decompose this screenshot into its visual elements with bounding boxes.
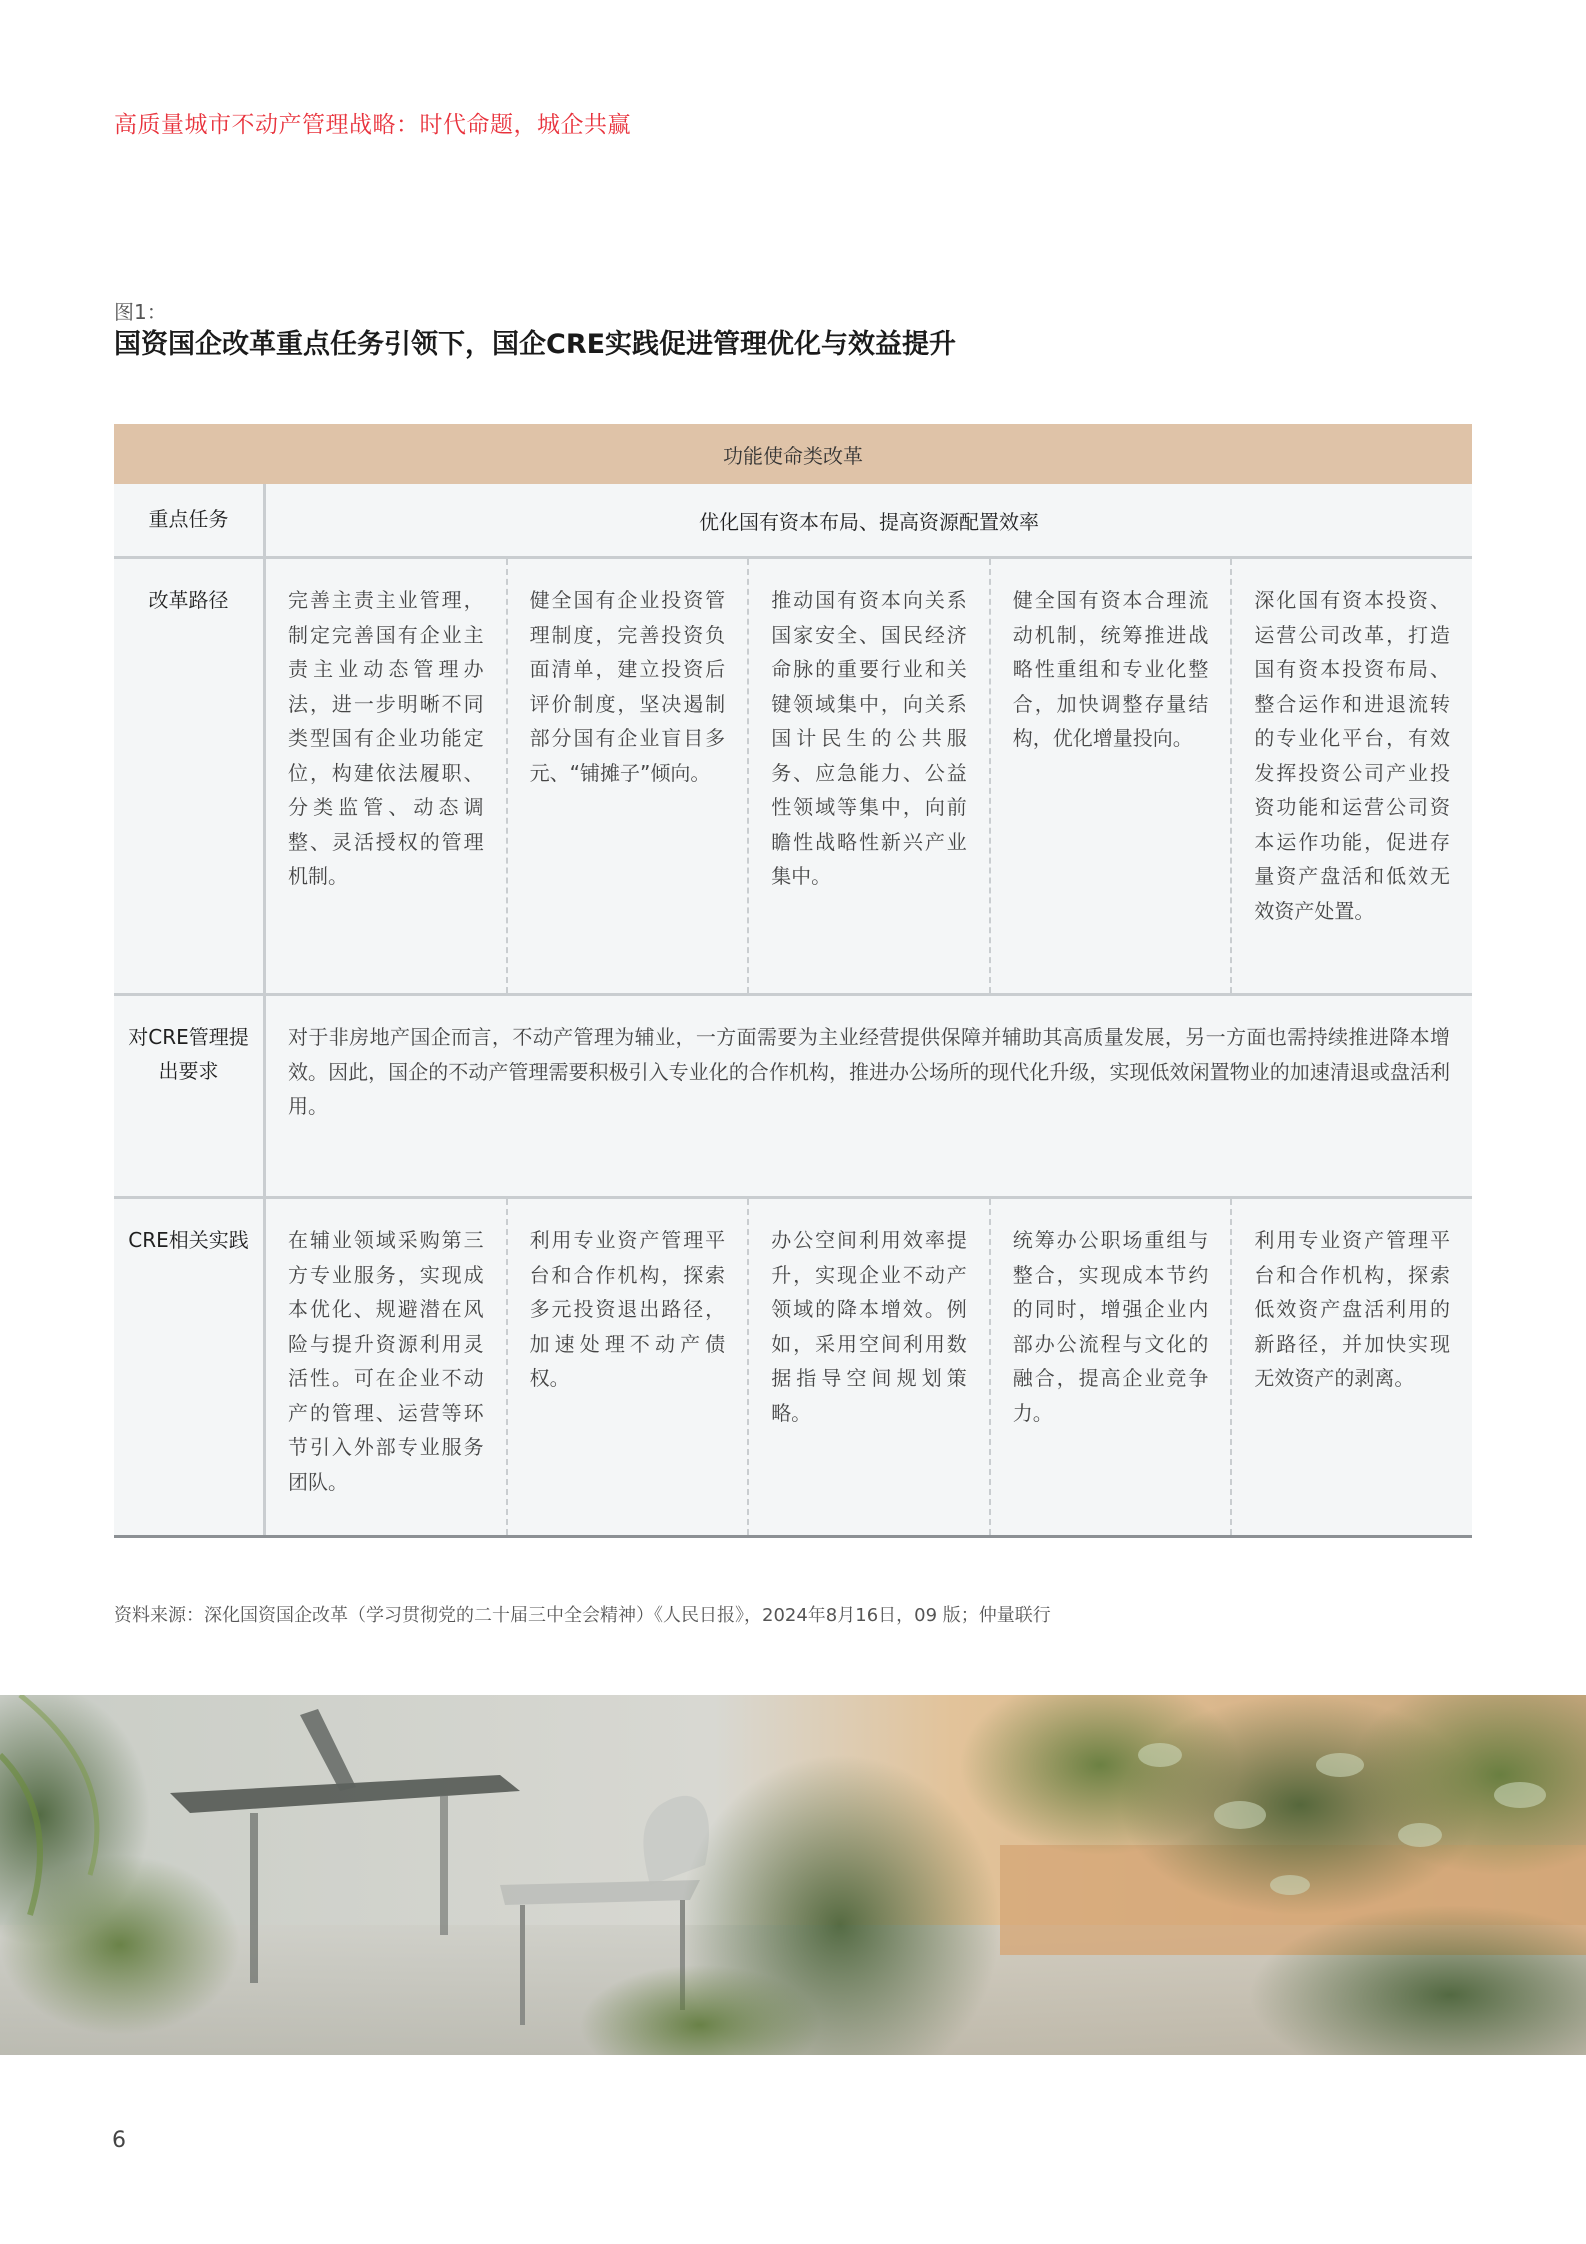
row-label-task: 重点任务 [114,484,266,556]
practice-cell: 办公空间利用效率提升，实现企业不动产领域的降本增效。例如，采用空间利用数据指导空间规划策略。 [749,1199,991,1535]
source-note: 资料来源：深化国资国企改革（学习贯彻党的二十届三中全会精神）《人民日报》，2024年8月16日，09 版；仲量联行 [114,1605,1051,1626]
practice-cell: 统筹办公职场重组与整合，实现成本节约的同时，增强企业内部办公流程与文化的融合，提高企业竞争力。 [991,1199,1233,1535]
path-cell: 完善主责主业管理，制定完善国有企业主责主业动态管理办法，进一步明晰不同类型国有企业功能定位，构建依法履职、分类监管、动态调整、灵活授权的管理机制。 [266,559,508,993]
path-cell: 健全国有资本合理流动机制，统筹推进战略性重组和专业化整合，加快调整存量结构，优化增量投向。 [991,559,1233,993]
table-row-requirement [114,993,1472,1196]
table-row-path [114,556,1472,993]
reform-table [114,424,1472,1538]
table-band-header: 功能使命类改革 [114,424,1472,484]
running-header: 高质量城市不动产管理战略：时代命题，城企共赢 [114,112,631,138]
task-value: 优化国有资本布局、提高资源配置效率 [699,509,1039,534]
practice-cell: 在辅业领域采购第三方专业服务，实现成本优化、规避潜在风险与提升资源利用灵活性。可在企业不动产的管理、运营等环节引入外部专业服务团队。 [266,1199,508,1535]
table-row-practice [114,1196,1472,1535]
path-cell: 深化国有资本投资、运营公司改革，打造国有资本投资布局、整合运作和进退流转的专业化平台，有效发挥投资公司产业投资功能和运营公司资本运作功能，促进存量资产盘活和低效无效资产处置。 [1254,588,1450,923]
table-row-task [114,484,1472,556]
practice-cell: 利用专业资产管理平台和合作机构，探索低效资产盘活利用的新路径，并加快实现无效资产的剥离。 [1254,1228,1450,1390]
path-cell: 健全国有企业投资管理制度，完善投资负面清单，建立投资后评价制度，坚决遏制部分国有企业盲目多元、“铺摊子”倾向。 [508,559,750,993]
row-label-practice: CRE相关实践 [114,1199,266,1535]
figure-label: 图1： [114,300,167,324]
requirement-text: 对于非房地产国企而言，不动产管理为辅业，一方面需要为主业经营提供保障并辅助其高质量发展，另一方面也需持续推进降本增效。因此，国企的不动产管理需要积极引入专业化的合作机构，推进办公场所的现代化升级，实现低效闲置物业的加速清退或盘活利用。 [288,1025,1450,1118]
page-number: 6 [112,2128,126,2153]
row-label-requirement: 对CRE管理提出要求 [114,996,266,1196]
practice-cell: 利用专业资产管理平台和合作机构，探索多元投资退出路径，加速处理不动产债权。 [508,1199,750,1535]
path-cell: 推动国有资本向关系国家安全、国民经济命脉的重要行业和关键领域集中，向关系国计民生的公共服务、应急能力、公益性领域等集中，向前瞻性战略性新兴产业集中。 [749,559,991,993]
row-label-path: 改革路径 [114,559,266,993]
office-plants-photo [0,1695,1586,2055]
figure-title: 国资国企改革重点任务引领下，国企CRE实践促进管理优化与效益提升 [114,329,957,360]
